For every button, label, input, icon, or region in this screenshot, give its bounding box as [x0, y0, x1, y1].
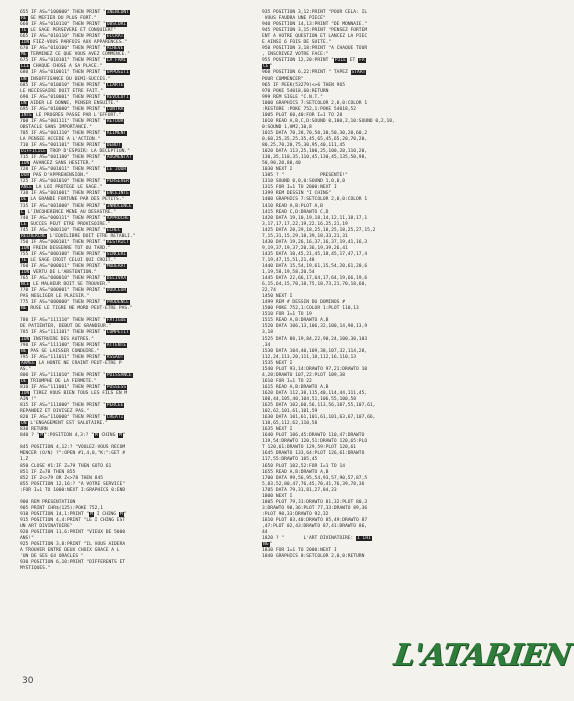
- code-line: 1525 DATA 80,19,84,22,90,24,100,30,103: [262, 336, 368, 342]
- code-line: 925 POSITION 3,8:PRINT "IL VOUS AIDERA: [20, 542, 126, 548]
- code-line: 1400 GRAPHICS 7:SETCOLOR 2,0,0:COLOR 1: [262, 197, 368, 203]
- code-line: LE NECESSAIRE DOIT ETRE FAIT.": [20, 88, 103, 94]
- code-line: 960 POSITION 6,22:PRINT " TAPEZ START: [262, 70, 366, 76]
- code-line: POUR COMMENCER": [262, 76, 304, 82]
- code-line: 800 IF AS="111010" THEN PRINT "PUISSANCE: [20, 372, 132, 378]
- code-line: 760 IF AS="000011" THEN PRINT "MODERAT: [20, 263, 127, 269]
- code-line: 920 POSITION 11,6:PRINT "VIEUX DE 5000: [20, 530, 126, 536]
- code-line: 955 POSITION 12,20:PRINT "PILE ET FA: [262, 58, 365, 64]
- code-line: 130,35,110,35,110,45,130,45,135,50,90,: [262, 155, 368, 161]
- code-line: ,34: [262, 342, 271, 348]
- code-line: 1420 DATA 19,10,19,18,14,12,11,18,17,1: [262, 215, 368, 221]
- code-line: 1015 DATA 70,28,70,50,30,50,30,20,60,2: [262, 130, 368, 136]
- code-line: 965 IF PEEK(53279)<>6 THEN 965: [262, 82, 345, 88]
- code-line: , INSCRIVEZ VOTRE FACE:": [262, 52, 329, 58]
- code-line: 1310 SOUND 0,0,0:SOUND 1,0,0,0: [262, 179, 345, 185]
- code-line: 1425 DATA 20,29,18,25,18,25,18,25,27,15,2: [262, 227, 376, 233]
- code-line: 735 IF AS="001000" THEN PRINT "INNOCENCE: [20, 203, 132, 209]
- code-line: 1445 DATA 22,66,17,64,17,64,19,66,19,6: [262, 276, 368, 282]
- code-line: 1399 REM DESSIN "I CHING": [262, 191, 332, 197]
- code-line: 1030 NEXT I: [262, 167, 293, 173]
- code-line: INTE LE PROGRES PASSE PAR L'EFFORT.": [21, 112, 122, 118]
- code-line: 1820 ? " L'ART DIVINATOIRE: I CHI: [262, 536, 371, 542]
- code-line: 1415 READ C,D:DRAWTO C,D: [262, 209, 329, 215]
- code-line: 795 IF AS="111011" THEN PRINT "ASSAUT: [20, 354, 124, 360]
- code-line: 900 REM PRESENTATION: [20, 499, 76, 505]
- code-line: 117,55:DRAWTO 105,45: [262, 457, 318, 463]
- code-line: DE LA GRANDE FORTUNE PAR DES PETITS.": [21, 197, 125, 203]
- code-line: RECHERCHE L'EQUILIBRE DOIT ETRE RETABLI.": [21, 233, 136, 239]
- code-line: 4,28:DRAWTO 107,22:PLOT 109,38: [262, 372, 345, 378]
- code-line: 755 IF AS="000100" THEN PRINT "SINCERI: [20, 251, 127, 257]
- code-line: 850 CLOSE #1:IF Z=79 THEN GOTO 61: [20, 463, 112, 469]
- code-line: 6,15,64,15,70,18,75,18,73,21,70,18,60,: [262, 282, 368, 288]
- code-line: ON INSUFFISANCE DU DEMI-SUCCES.": [21, 76, 111, 82]
- code-line: :FOR I=1 TO 1000:NEXT I:GRAPHICS 0:END: [20, 487, 126, 493]
- code-line: 1305 ? " PRESENTE!": [262, 173, 348, 179]
- code-line: 705 IF AS="001110" THEN PRINT "ALIMENT: [20, 130, 127, 136]
- code-line: 1,Z: [20, 457, 29, 463]
- code-line: ME TERMINEZ CE QUE VOUS AVEZ COMMENCE.": [21, 52, 130, 58]
- code-line: 785 IF AS="111101" THEN PRINT "COMPETIT: [20, 330, 129, 336]
- code-line: 'UN DE SES 64 ORACLES ": [20, 554, 84, 560]
- page-number: 30: [22, 676, 34, 686]
- code-line: 1440 DATA 15,54,19,61,15,54,20,61,20,6: [262, 263, 368, 269]
- code-line: 1635 NEXT I: [262, 427, 293, 433]
- code-line: 855 POSITION 12,16:? "A VOTRE SERVICE": [20, 481, 126, 487]
- code-line: :PLOT 90,33:DRAWTO 92,32: [262, 511, 329, 517]
- code-line: 108,44,105,40,104,51,106,55,100,58: [262, 397, 357, 402]
- code-line: NCE LE MALHEUR DOIT SE TROUVER.": [21, 282, 111, 288]
- code-line: 1840 GRAPHICS 0:SETCOLOR 2,0,0:RETURN: [262, 554, 365, 560]
- code-line: 3,17,17,17,22,19,22,16,25,21,19: [262, 221, 348, 227]
- code-line: CE": [263, 64, 273, 70]
- code-line: AS.": [20, 366, 32, 372]
- code-line: 1805 PLOT 79,31:DRAWTO 81,32:PLOT 80,3: [262, 499, 368, 505]
- code-line: 1705 DATA 79,31,81,27,84,23: [262, 487, 337, 493]
- code-line: 790 IF AS="111100" THEN PRINT "ATTENTE: [20, 342, 127, 348]
- code-line: 999 REM SIGLE "C.N.T.": [262, 94, 323, 100]
- code-line: ION VERTU DE L'ABSTENTION.": [21, 270, 97, 276]
- code-line: 770 IF AS="000001" THEN PRINT "DOUCEUR: [20, 288, 127, 294]
- code-line: 1645 DRAWTO 133,64:PLOT 126,61:DRAWTO: [262, 451, 365, 457]
- code-line: 1640 PLOT 106,45:DRAWTO 110,47:DRAWTO: [262, 433, 365, 439]
- code-line: 1530 DATA 104,40,109,38,107,32,114,28,: [262, 348, 368, 354]
- code-line: 935 POSITION 3,12:PRINT "POUR CELA: IL: [262, 10, 368, 15]
- code-line: 1450 NEXT I: [262, 294, 293, 300]
- code-line: ,47:PLOT 82,43:DRAWTO 87,41:DRAWTO 86,: [262, 523, 368, 529]
- code-line: 7,19,47,15,51,21,48: [262, 257, 315, 263]
- code-line: 830 RETURN: [20, 427, 48, 433]
- code-line: 1020 DATA 113,25,100,25,100,20,110,20,: [262, 149, 368, 155]
- code-line: 840 ? "M":POSITION 4,3:? "M CHING M": [20, 433, 126, 439]
- code-line: 112,24,113,20,111,18,112,16,110,13: [262, 354, 357, 360]
- code-line: 815 IF AS="111000" THEN PRINT "PERCEE: [20, 403, 124, 409]
- code-line: 775 IF AS="000000" THEN PRINT "PRUDENCE: [20, 300, 129, 306]
- code-line: ION INSTRUIRE DES AUTRES.": [21, 336, 94, 342]
- code-line: UN ART DIVINATOIRE": [20, 523, 73, 529]
- code-line: 745 IF AS="000110" THEN PRINT "ECHEC: [20, 227, 121, 233]
- code-line: RE SE MEFIER DU PLUS FORT.": [21, 16, 97, 22]
- code-line: E AINSI 6 FOIS DE SUITE.": [262, 40, 332, 46]
- code-line: 665 IF AS="010110" THEN PRINT "ECCRAT: [20, 34, 124, 40]
- code-line: 1650 PLOT 102,52:FOR I=1 TO 14: [262, 463, 345, 469]
- code-line: 1510 FOR I=1 TO 19: [262, 312, 312, 318]
- code-line: 725 IF AS="001010" THEN PRINT "PERSEVER: [20, 179, 129, 185]
- code-line: 930 POSITION 6,10:PRINT "DIFFERENTS ET: [20, 560, 126, 566]
- code-line: 845 POSITION 4,12:? "VOULEZ-VOUS RECOM: [20, 445, 126, 451]
- code-line: ON L'ENGAGEMENT EST SALUTAIRE.": [21, 421, 108, 427]
- code-line: 905 PRINT CHR$(125):POKE 752,1: [20, 505, 103, 511]
- code-line: NE RUSE LE TIGRE NE MORD PEUT-ETRE PAS.": [21, 306, 133, 312]
- code-line: 720 IF AS="001011" THEN PRINT "LE JOUR: [20, 167, 127, 173]
- code-line: 1499 REM # DESSIN DU DOMINOS #: [262, 300, 345, 306]
- code-line: DUR PAS D'APPREHENSION.": [21, 173, 89, 179]
- code-line: 80,25,70,20,75,30,95,40,111,45: [262, 143, 345, 149]
- code-line: 22,74: [262, 288, 276, 294]
- code-line: 1830 FOR I=1 TO 2000:NEXT I: [262, 548, 337, 554]
- code-line: 910 POSITION 14,1:PRINT "M I CHING M": [20, 511, 127, 517]
- code-line: 1430 DATA 19,26,16,37,16,37,19,41,16,3: [262, 239, 368, 245]
- code-line: 730 IF AS="001001" THEN PRINT "ENCEINTE: [20, 191, 129, 197]
- code-line: 780 IF AS="111110" THEN PRINT "FATIGUE: [20, 318, 127, 324]
- code-line: 695 IF AS="010000" THEN PRINT "CONTRA: [20, 106, 124, 112]
- code-line: MENCER (O/N) ?":OPEN #1,4,0,"K:":GET #: [20, 451, 126, 457]
- code-line: T 120,61:DRAWTO 129,59:PLOT 120,61: [262, 445, 357, 451]
- code-line: PAS NEGLIGER LE PLAISIR.": [20, 294, 90, 300]
- code-line: NE PAS SE LAISSER CONDUIRE.": [21, 348, 100, 354]
- code-line: 1005 PLOT 60,40:FOR I=1 TO 28: [262, 112, 343, 118]
- code-line: 1800 NEXT I: [262, 493, 293, 499]
- code-line: 852 IF Z<>79 OR Z<>78 THEN 845: [20, 475, 103, 481]
- code-line: 1410 READ A,B:PLOT A,B: [262, 203, 323, 209]
- listing-column-right: [262, 10, 498, 610]
- code-line: 1,19,58,19,58,20,54: [262, 270, 315, 276]
- code-line: 710 IF AS="001101" THEN PRINT "DEBUT: [20, 143, 121, 149]
- code-line: 810 IF AS="111001" THEN PRINT "POSSESS: [20, 384, 127, 390]
- code-line: 715 IF AS="001100" THEN PRINT "AUGMENTAT: [20, 155, 132, 161]
- code-line: 851 IF Z=78 THEN 855: [20, 469, 76, 475]
- code-line: 915 POSITION 4,4:PRINT "LE I CHING EST: [20, 517, 126, 523]
- code-line: 655 IF AS="100000" THEN PRINT "INENCONT: [20, 10, 129, 15]
- code-line: 1315 FOR I=1 TO 2000:NEXT I: [262, 185, 337, 191]
- code-line: LA PENSEE ACCEDE A L'ACTION.": [20, 136, 101, 142]
- code-line: 1000 GRAPHICS 7:SETCOLOR 2,0,0:COLOR 1: [262, 100, 368, 106]
- code-line: 680 IF AS="010011" THEN PRINT "OPPOSITI: [20, 70, 129, 76]
- code-line: 3:DRAWTO 90,36:PLOT 77,33:DRAWTO 89,36: [262, 505, 368, 511]
- code-line: ION FREIN DESSERRE TOT OU TARD.": [21, 245, 111, 251]
- code-line: 44: [262, 530, 268, 536]
- code-line: ON AIDER LE DONNE, PENSER ENSUITE.": [21, 100, 119, 106]
- code-line: ENT A VOTRE QUESTION ET LANCEZ LA PIEC: [262, 34, 368, 40]
- code-line: 970 POKE 54018,60:RETURN: [262, 88, 329, 94]
- code-line: TE LE SAGE PERSEVERE ET CONQUIERT": [21, 28, 117, 34]
- code-line: 1810 PLOT 83,40:DRAWTO 85,49:DRAWTO 87: [262, 517, 368, 523]
- code-line: LE SUCCES PEUT ETRE PROVISOIRE.": [21, 221, 111, 227]
- code-line: VOUS FAUDRA UNE PIECE": [262, 16, 326, 22]
- code-line: ION FIEZ-VOUS PARFOIS AUX APPARENCES.": [21, 40, 128, 46]
- code-line: 1610 FOR I=1 TO 22: [262, 378, 312, 384]
- code-line: LLE CHAQUE CHOSE A SA PLACE.": [21, 64, 103, 70]
- code-line: ARMEE LA HONTE NE CRAINT PEUT-ETRE P: [21, 360, 122, 366]
- code-line: TE LE SAGE CROIT CELUI QUI CROIT.": [21, 257, 117, 263]
- code-line: 950 POSITION 3,18:PRINT "A CHAQUE TOUR: [262, 46, 368, 52]
- code-line: 1500 POKE 752,1:COLOR 1:PLOT 110,13: [262, 306, 359, 312]
- code-line: ION AVANCEZ SANS HESITER.": [21, 161, 94, 167]
- code-line: 1515 READ A,B:DRAWTO A,B: [262, 318, 329, 324]
- code-line: 690 IF AS="010001" THEN PRINT "REVOLUTI: [20, 94, 129, 100]
- code-line: MYSTIQUES.": [20, 566, 51, 572]
- code-line: 5,83,52,80,47,76,45,70,41,76,39,78,36: [262, 481, 365, 487]
- code-line: 945 POSITION 3,15:PRINT "PENSEZ FORTEM: [262, 28, 368, 34]
- code-line: ANS!": [20, 536, 34, 542]
- code-line: 1615 READ A,B:DRAWTO A,B: [262, 384, 329, 390]
- listing-column-left: [20, 10, 258, 630]
- code-line: 1625 DATA 102,60,56,113,56,107,55,107,61,: [262, 403, 376, 409]
- code-line: 119,54:DRAWTO 120,51:DRAWTO 120,65:PLO: [262, 439, 368, 445]
- code-line: :RESTORE :POKE 752,1:POKE 54018,52: [262, 106, 357, 112]
- code-line: 1010 READ A,B,C,D:SOUND 0,100,2,10:SOUND 0,2,10,: [262, 118, 395, 124]
- code-line: 820 IF AS="110000" THEN PRINT "CREATI: [20, 415, 124, 421]
- code-line: 9,19,37,19,37,20,36,19,39,26,41: [262, 245, 348, 251]
- code-line: 1535 NEXT I: [262, 360, 293, 366]
- code-line: 1655 READ A,B:DRAWTO A,B: [262, 469, 329, 475]
- code-line: L L'INCOHERENCE MENE AU DESASTRE.": [21, 209, 117, 215]
- code-line: 1630 DATA 101,61,101,61,101,63,67,107,66,: [262, 415, 376, 421]
- code-line: 7,15,31,15,29,18,39,18,33,21,31: [262, 233, 348, 239]
- code-line: 50,90,20,80,40: [262, 161, 301, 167]
- code-line: NG": [263, 542, 273, 548]
- code-line: AIN !": [20, 397, 37, 402]
- code-line: 740 IF AS="000111" THEN PRINT "APPROCHE: [20, 215, 129, 221]
- code-line: 0:SOUND 1,HM2,10,8: [262, 124, 312, 130]
- code-line: 110,65,112,62,110,58: [262, 421, 318, 427]
- code-line: A TROUVER ENTRE DEUX CHOIX GRACE A L: [20, 548, 120, 554]
- code-line: 765 IF AS="000010" THEN PRINT "DELIVRA: [20, 276, 127, 282]
- code-line: 685 IF AS="010010" THEN PRINT "CLARTE: [20, 82, 124, 88]
- code-line: 102,62,101,61,101,59: [262, 409, 318, 415]
- magazine-logo: L'ATARIEN: [391, 638, 573, 673]
- code-line: DIFFICILE TROP D'ESPOIR: LA DECEPTION.": [21, 149, 130, 155]
- code-line: 940 POSITION 14,13:PRINT "DE MONNAIE.": [262, 22, 368, 28]
- code-line: DE TRIOMPHE DE LA FERMETE.": [21, 378, 97, 384]
- code-line: 1700 DATA 99,56,95,54,93,57,90,57,87,5: [262, 475, 368, 481]
- code-line: 3,18: [262, 330, 274, 336]
- code-line: 1520 DATA 106,13,106,32,100,14,90,13,9: [262, 324, 368, 330]
- code-line: 675 IF AS="010101" THEN PRINT "LA FAMI: [20, 58, 127, 64]
- code-line: 670 IF AS="010100" THEN PRINT "ACHEVE: [20, 46, 124, 52]
- code-line: REPANDEZ ET DIVISEZ PAS.": [20, 409, 90, 415]
- code-line: ANCE LA LOI PROTEGE LE SAGE.": [21, 185, 103, 191]
- code-line: 1620 DATA 112,38,115,40,114,44,111,45,: [262, 390, 368, 396]
- code-line: 0,60,25,35,25,35,45,65,45,65,20,70,20,: [262, 136, 368, 142]
- code-line: 660 IF AS="010110" THEN PRINT "OBSCURI: [20, 22, 127, 28]
- code-line: 1435 DATA 10,45,21,45,18,45,17,47,17,4: [262, 251, 368, 257]
- code-line: OBSTACLE SANS IMPORTANCE.": [20, 124, 92, 130]
- code-line: 750 IF AS="000101" THEN PRINT "RESTRICT: [20, 239, 129, 245]
- code-line: 1540 PLOT 93,14:DRAWTO 97,21:DRAWTO 10: [262, 366, 368, 372]
- code-line: DE PATIENTER, DEBUT DE GRANDEUR.": [20, 324, 112, 330]
- code-line: 700 IF AS="001111" THEN PRINT "RETOUR: [20, 118, 124, 124]
- code-line: ION TIREZ VOUS BIEN TOUS LES FILS EN M: [21, 390, 128, 396]
